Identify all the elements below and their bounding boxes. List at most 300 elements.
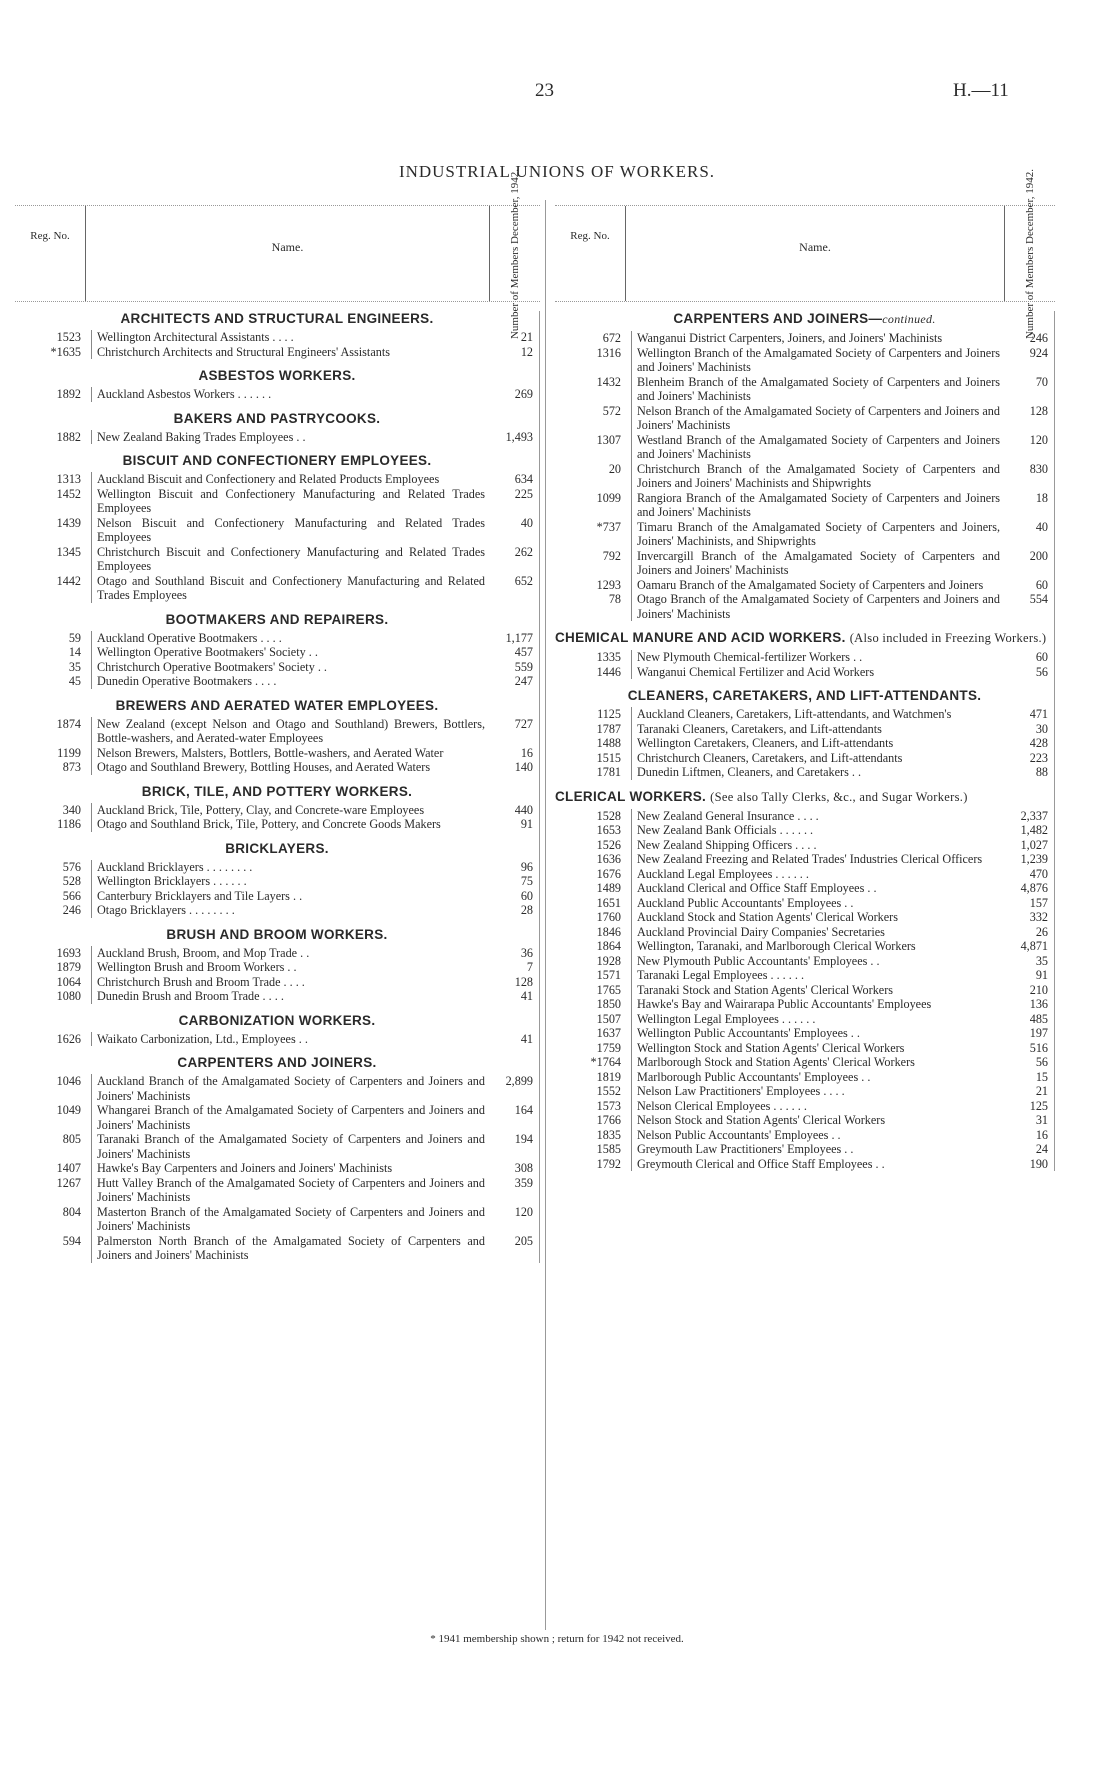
table-row (15, 817, 539, 832)
reg-number: 1335 (596, 650, 621, 664)
union-name: Blenheim Branch of the Amalgamated Society of Carpenters and Joiners and Joiners' Machinists (631, 375, 1004, 404)
table-row (555, 997, 1054, 1012)
page-title: INDUSTRIAL UNIONS OF WORKERS. (398, 162, 716, 181)
union-name: Auckland Cleaners, Caretakers, Lift-attendants, and Watchmen's (631, 707, 1004, 722)
member-count: 21 (1035, 1084, 1048, 1098)
union-name: Wellington Branch of the Amalgamated Society of Carpenters and Joiners and Joiners' Machinists (631, 346, 1004, 375)
member-count: 727 (514, 716, 533, 731)
member-count: 2,899 (505, 1074, 533, 1088)
member-count: 140 (514, 760, 533, 774)
member-count: 262 (514, 544, 533, 559)
reg-number: 1446 (596, 664, 621, 679)
union-name: Taranaki Stock and Station Agents' Clerical Workers (631, 983, 1004, 998)
table-row (15, 487, 539, 516)
reg-number: 1313 (56, 472, 81, 486)
member-count: 200 (1029, 548, 1048, 563)
union-name: Dunedin Brush and Broom Trade . . . . (91, 989, 489, 1004)
reg-number: 1792 (596, 1156, 621, 1171)
union-name: Wellington Legal Employees . . . . . . (631, 1012, 1004, 1027)
union-name: Timaru Branch of the Amalgamated Society of Carpenters and Joiners, Joiners' Machinists, and Shipwrights (631, 520, 1004, 549)
table-row (15, 1176, 539, 1205)
union-name: Westland Branch of the Amalgamated Society of Carpenters and Joiners and Joiners' Machinists (631, 433, 1004, 462)
section-heading (15, 927, 539, 942)
union-name: New Zealand General Insurance . . . . (631, 809, 1004, 824)
union-name: Marlborough Stock and Station Agents' Clerical Workers (631, 1055, 1004, 1070)
reg-number: 246 (62, 903, 81, 917)
reg-number: 1766 (596, 1113, 621, 1127)
union-name: Hutt Valley Branch of the Amalgamated Society of Carpenters and Joiners and Joiners' Machinists (91, 1176, 489, 1205)
member-count: 516 (1029, 1040, 1048, 1055)
member-count: 60 (1035, 577, 1048, 592)
member-count: 440 (514, 802, 533, 817)
member-count: 652 (514, 573, 533, 588)
union-name: Otago and Southland Brewery, Bottling Houses, and Aerated Waters (91, 760, 489, 775)
reg-number: 1307 (596, 432, 621, 447)
member-count: 128 (1029, 403, 1048, 418)
reg-number: 1928 (596, 953, 621, 968)
member-count: 205 (514, 1233, 533, 1248)
member-count: 35 (1035, 953, 1048, 968)
member-count: 247 (514, 674, 533, 688)
member-count: 40 (520, 515, 533, 530)
union-name: Dunedin Operative Bootmakers . . . . (91, 674, 489, 689)
union-name: Nelson Biscuit and Confectionery Manufacturing and Related Trades Employees (91, 516, 489, 545)
table-row (555, 1055, 1054, 1070)
union-name: Auckland Branch of the Amalgamated Society of Carpenters and Joiners and Joiners' Machinists (91, 1074, 489, 1103)
table-row (555, 1084, 1054, 1099)
table-row (15, 989, 539, 1004)
table-row (15, 717, 539, 746)
member-count: 470 (1029, 866, 1048, 881)
reg-number: 1526 (596, 837, 621, 852)
table-row (15, 472, 539, 487)
table-row (15, 874, 539, 889)
table-row (555, 433, 1054, 462)
union-name: Auckland Legal Employees . . . . . . (631, 867, 1004, 882)
member-count: 120 (1029, 432, 1048, 447)
member-count: 91 (1035, 968, 1048, 982)
table-row (555, 1128, 1054, 1143)
reg-number: 672 (602, 331, 621, 345)
reg-number: 792 (602, 548, 621, 563)
union-name: Otago Branch of the Amalgamated Society of Carpenters and Joiners and Joiners' Machinists (631, 592, 1004, 621)
reg-number: 35 (68, 659, 81, 674)
member-count: 308 (514, 1161, 533, 1175)
member-count: 56 (1035, 664, 1048, 679)
member-count: 428 (1029, 736, 1048, 750)
table-row (15, 516, 539, 545)
reg-number: 1850 (596, 997, 621, 1011)
reg-number: 1819 (596, 1069, 621, 1084)
member-count: 223 (1029, 750, 1048, 765)
section-title: CARPENTERS AND JOINERS— (673, 311, 883, 326)
section-heading (15, 453, 539, 468)
member-count: 830 (1029, 461, 1048, 476)
reg-number: 1864 (596, 939, 621, 953)
table-row (555, 1070, 1054, 1085)
reg-number: 1345 (56, 544, 81, 559)
reg-number: 1573 (596, 1098, 621, 1113)
table-row (555, 331, 1054, 346)
reg-number: 1439 (56, 515, 81, 530)
member-count: 60 (520, 888, 533, 903)
table-row (555, 983, 1054, 998)
table-row (555, 1026, 1054, 1041)
union-name: Christchurch Operative Bootmakers' Society . . (91, 660, 489, 675)
section-note: (Also included in Freezing Workers.) (849, 631, 1047, 645)
member-count: 1,177 (505, 630, 533, 645)
union-name: Nelson Clerical Employees . . . . . . (631, 1099, 1004, 1114)
union-name: Wellington Architectural Assistants . . . . (91, 330, 489, 345)
union-name: Auckland Brick, Tile, Pottery, Clay, and Concrete-ware Employees (91, 803, 489, 818)
section-heading (15, 841, 539, 856)
header-reg: Reg. No. (30, 230, 70, 242)
member-count: 12 (520, 344, 533, 359)
union-name: Christchurch Biscuit and Confectionery Manufacturing and Related Trades Employees (91, 545, 489, 574)
member-count: 88 (1035, 765, 1048, 779)
member-count: 96 (520, 859, 533, 874)
section-title: BRICKLAYERS. (225, 840, 329, 856)
reg-number: 1099 (596, 490, 621, 505)
section-title: CARBONIZATION WORKERS. (178, 1012, 376, 1028)
table-row (555, 954, 1054, 969)
table-row (555, 751, 1054, 766)
member-count: 1,239 (1020, 852, 1048, 866)
table-row (555, 1012, 1054, 1027)
union-name: Oamaru Branch of the Amalgamated Society of Carpenters and Joiners (631, 578, 1004, 593)
union-name: Wanganui Chemical Fertilizer and Acid Workers (631, 665, 1004, 680)
reg-number: 1637 (596, 1026, 621, 1040)
reg-number: 59 (68, 630, 81, 645)
member-count: 15 (1035, 1069, 1048, 1084)
union-name: Auckland Provincial Dairy Companies' Secretaries (631, 925, 1004, 940)
member-count: 7 (526, 960, 533, 974)
reg-number: 1693 (56, 945, 81, 960)
union-name: New Plymouth Public Accountants' Employees . . (631, 954, 1004, 969)
union-name: Wellington Bricklayers . . . . . . (91, 874, 489, 889)
union-name: Otago and Southland Brick, Tile, Pottery, and Concrete Goods Makers (91, 817, 489, 832)
table-row (555, 910, 1054, 925)
section-note: (See also Tally Clerks, &c., and Sugar Workers.) (710, 789, 968, 804)
footnote: * 1941 membership shown ; return for 1942 not received. (430, 1633, 684, 1645)
reg-number: 1267 (56, 1175, 81, 1190)
reg-number: 1186 (57, 817, 81, 831)
table-row (555, 707, 1054, 722)
table-row (555, 549, 1054, 578)
reg-number: 1626 (56, 1031, 81, 1046)
reg-number: 1879 (56, 960, 81, 974)
section-heading (15, 698, 539, 713)
table-row (555, 867, 1054, 882)
reg-number: 1835 (596, 1127, 621, 1142)
reg-number: 1759 (596, 1040, 621, 1055)
member-count: 75 (520, 874, 533, 888)
member-count: 30 (1035, 721, 1048, 736)
table-row (15, 1234, 539, 1263)
union-name: Canterbury Bricklayers and Tile Layers . . (91, 889, 489, 904)
reg-number: 1676 (596, 866, 621, 881)
header-name: Name. (85, 206, 490, 301)
member-count: 332 (1029, 910, 1048, 924)
table-row (555, 838, 1054, 853)
member-count: 120 (514, 1204, 533, 1219)
reg-number: 1488 (596, 736, 621, 750)
section-heading (555, 311, 1054, 327)
member-count: 31 (1035, 1113, 1048, 1127)
section-heading (15, 612, 539, 627)
table-row (15, 975, 539, 990)
table-row (555, 736, 1054, 751)
union-name: Rangiora Branch of the Amalgamated Society of Carpenters and Joiners and Joiners' Machinists (631, 491, 1004, 520)
union-name: Nelson Stock and Station Agents' Clerical Workers (631, 1113, 1004, 1128)
member-count: 24 (1035, 1142, 1048, 1156)
section-title: BRUSH AND BROOM WORKERS. (166, 926, 388, 942)
reg-number: 1787 (596, 721, 621, 736)
union-name: Hawke's Bay Carpenters and Joiners and Joiners' Machinists (91, 1161, 489, 1176)
reg-number: 1452 (56, 486, 81, 501)
table-row (15, 803, 539, 818)
union-name: Auckland Clerical and Office Staff Employees . . (631, 881, 1004, 896)
member-count: 246 (1029, 331, 1048, 345)
union-name: Nelson Branch of the Amalgamated Society of Carpenters and Joiners and Joiners' Machinists (631, 404, 1004, 433)
reg-number: 1293 (596, 577, 621, 592)
table-row (15, 430, 539, 445)
table-row (555, 1157, 1054, 1172)
member-count: 197 (1029, 1026, 1048, 1040)
union-name: Wellington Brush and Broom Workers . . (91, 960, 489, 975)
member-count: 1,027 (1020, 837, 1048, 852)
union-name: Greymouth Clerical and Office Staff Employees . . (631, 1157, 1004, 1172)
reg-number: 1442 (56, 573, 81, 588)
reg-number: 528 (62, 874, 81, 888)
reg-number: 1892 (56, 387, 81, 401)
reg-number: 1125 (597, 707, 621, 721)
header-members: Number of Members December, 1942. (1024, 168, 1036, 339)
table-row (555, 722, 1054, 737)
table-row (15, 674, 539, 689)
header-reg: Reg. No. (570, 230, 610, 242)
section-title: BRICK, TILE, AND POTTERY WORKERS. (141, 783, 413, 799)
union-name: Whangarei Branch of the Amalgamated Society of Carpenters and Joiners and Joiners' Machinists (91, 1103, 489, 1132)
table-row (555, 1113, 1054, 1128)
reg-number: 1507 (596, 1011, 621, 1026)
member-count: 471 (1029, 707, 1048, 721)
union-name: Hawke's Bay and Wairarapa Public Accountants' Employees (631, 997, 1004, 1012)
table-row (15, 1132, 539, 1161)
union-name: Taranaki Cleaners, Caretakers, and Lift-attendants (631, 722, 1004, 737)
reg-number: 1199 (57, 745, 81, 760)
reg-number: 1407 (56, 1161, 81, 1175)
member-count: 125 (1029, 1098, 1048, 1113)
reg-number: *1635 (50, 344, 81, 359)
member-count: 634 (514, 472, 533, 486)
reg-number: *1764 (590, 1055, 621, 1069)
union-name: New Zealand Freezing and Related Trades' Industries Clerical Officers (631, 852, 1004, 867)
member-count: 136 (1029, 997, 1048, 1011)
member-count: 41 (520, 1031, 533, 1046)
union-name: Otago and Southland Biscuit and Confectionery Manufacturing and Related Trades Employees (91, 574, 489, 603)
member-count: 4,871 (1020, 939, 1048, 953)
table-row (555, 1142, 1054, 1157)
reg-number: 1846 (596, 924, 621, 939)
table-row (555, 491, 1054, 520)
section-title: BOOTMAKERS AND REPAIRERS. (165, 611, 389, 627)
union-name: New Zealand Bank Officials . . . . . . (631, 823, 1004, 838)
union-name: Auckland Public Accountants' Employees . . (631, 896, 1004, 911)
table-row (555, 404, 1054, 433)
union-name: Auckland Biscuit and Confectionery and Related Products Employees (91, 472, 489, 487)
reg-number: 1552 (596, 1084, 621, 1098)
reg-number: 1316 (596, 345, 621, 360)
member-count: 56 (1035, 1055, 1048, 1069)
page-number: 23 (535, 80, 554, 101)
union-name: New Zealand Baking Trades Employees . . (91, 430, 489, 445)
union-name: Christchurch Architects and Structural Engineers' Assistants (91, 345, 489, 360)
section-title-continued: continued. (882, 312, 936, 326)
union-name: Christchurch Branch of the Amalgamated Society of Carpenters and Joiners and Joiners' Machinists and Shipwrights (631, 462, 1004, 491)
table-row (555, 346, 1054, 375)
document-reference: H.—11 (953, 80, 1009, 101)
table-row (15, 1032, 539, 1047)
table-row (15, 645, 539, 660)
reg-number: *737 (596, 519, 621, 534)
section-heading (555, 688, 1054, 703)
reg-number: 1636 (596, 852, 621, 866)
table-row (15, 746, 539, 761)
member-count: 128 (514, 974, 533, 989)
member-count: 194 (514, 1132, 533, 1146)
table-row (555, 765, 1054, 780)
union-name: Greymouth Law Practitioners' Employees . . (631, 1142, 1004, 1157)
reg-number: 1049 (56, 1103, 81, 1117)
member-count: 4,876 (1020, 881, 1048, 895)
reg-number: 1528 (596, 808, 621, 823)
reg-number: 1760 (596, 910, 621, 924)
table-row (15, 387, 539, 402)
table-row (555, 578, 1054, 593)
union-name: Otago Bricklayers . . . . . . . . (91, 903, 489, 918)
reg-number: 594 (62, 1233, 81, 1248)
member-count: 210 (1029, 982, 1048, 997)
member-count: 36 (520, 945, 533, 960)
union-name: Nelson Public Accountants' Employees . . (631, 1128, 1004, 1143)
reg-number: 1874 (56, 716, 81, 731)
table-row (555, 939, 1054, 954)
reg-number: 1046 (56, 1074, 81, 1088)
union-name: New Zealand Shipping Officers . . . . (631, 838, 1004, 853)
reg-number: 1571 (596, 968, 621, 982)
table-row (15, 1205, 539, 1234)
table-row (15, 1103, 539, 1132)
union-name: Masterton Branch of the Amalgamated Society of Carpenters and Joiners and Joiners' Machinists (91, 1205, 489, 1234)
member-count: 485 (1029, 1011, 1048, 1026)
member-count: 60 (1035, 650, 1048, 664)
section-title: CLERICAL WORKERS. (555, 788, 707, 804)
union-name: New Plymouth Chemical-fertilizer Workers . . (631, 650, 1004, 665)
table-row (555, 1041, 1054, 1056)
union-name: New Zealand (except Nelson and Otago and Southland) Brewers, Bottlers, Bottle-washers, and Aerated-water Employees (91, 717, 489, 746)
header-name: Name. (625, 206, 1005, 301)
reg-number: 1489 (596, 881, 621, 895)
table-row (555, 968, 1054, 983)
union-name: Invercargill Branch of the Amalgamated Society of Carpenters and Joiners and Joiners' Machinists (631, 549, 1004, 578)
table-row (555, 650, 1054, 665)
member-count: 164 (514, 1103, 533, 1117)
member-count: 924 (1029, 345, 1048, 360)
table-row (555, 809, 1054, 824)
section-heading (555, 789, 1054, 805)
section-title: BAKERS AND PASTRYCOOKS. (173, 410, 381, 426)
table-row (555, 925, 1054, 940)
reg-number: 340 (62, 802, 81, 817)
table-row (555, 665, 1054, 680)
reg-number: 1882 (56, 429, 81, 444)
reg-number: 1765 (596, 982, 621, 997)
reg-number: 14 (68, 645, 81, 659)
table-row (15, 574, 539, 603)
table-row (15, 860, 539, 875)
table-row (15, 660, 539, 675)
table-row (555, 823, 1054, 838)
table-row (555, 852, 1054, 867)
reg-number: 78 (608, 592, 621, 606)
reg-number: 1653 (596, 823, 621, 837)
member-count: 225 (514, 486, 533, 501)
member-count: 40 (1035, 519, 1048, 534)
section-heading (15, 368, 539, 383)
union-name: Palmerston North Branch of the Amalgamated Society of Carpenters and Joiners and Joiners' Machinists (91, 1234, 489, 1263)
union-name: Wellington Caretakers, Cleaners, and Lift-attendants (631, 736, 1004, 751)
union-name: Auckland Stock and Station Agents' Clerical Workers (631, 910, 1004, 925)
reg-number: 1515 (596, 750, 621, 765)
section-title: CARPENTERS AND JOINERS. (177, 1055, 377, 1070)
section-heading (555, 630, 1054, 646)
union-name: Taranaki Branch of the Amalgamated Society of Carpenters and Joiners and Joiners' Machinists (91, 1132, 489, 1161)
union-name: Wellington Operative Bootmakers' Society . . (91, 645, 489, 660)
member-count: 190 (1029, 1156, 1048, 1171)
member-count: 28 (520, 903, 533, 917)
table-row (555, 592, 1054, 621)
section-heading (15, 1055, 539, 1070)
member-count: 2,337 (1020, 808, 1048, 823)
section-heading (15, 1013, 539, 1028)
table-row (15, 631, 539, 646)
table-row (15, 1161, 539, 1176)
member-count: 16 (1035, 1127, 1048, 1142)
union-name: Auckland Bricklayers . . . . . . . . (91, 860, 489, 875)
section-title: BISCUIT AND CONFECTIONERY EMPLOYEES. (122, 453, 432, 468)
reg-number: 805 (62, 1132, 81, 1146)
union-name: Wellington Public Accountants' Employees . . (631, 1026, 1004, 1041)
right-column (555, 168, 1055, 1171)
section-heading (15, 311, 539, 326)
union-name: Waikato Carbonization, Ltd., Employees . . (91, 1032, 489, 1047)
union-name: Auckland Asbestos Workers . . . . . . (91, 387, 489, 402)
section-title: ASBESTOS WORKERS. (198, 368, 356, 383)
reg-number: 566 (62, 888, 81, 903)
reg-number: 1781 (596, 765, 621, 779)
member-count: 1,493 (505, 429, 533, 444)
member-count: 559 (514, 659, 533, 674)
reg-number: 804 (62, 1204, 81, 1219)
table-row (15, 960, 539, 975)
member-count: 457 (514, 645, 533, 659)
union-name: Christchurch Cleaners, Caretakers, and Lift-attendants (631, 751, 1004, 766)
union-name: Wellington Stock and Station Agents' Clerical Workers (631, 1041, 1004, 1056)
table-row (15, 545, 539, 574)
table-row (555, 896, 1054, 911)
table-row (555, 462, 1054, 491)
